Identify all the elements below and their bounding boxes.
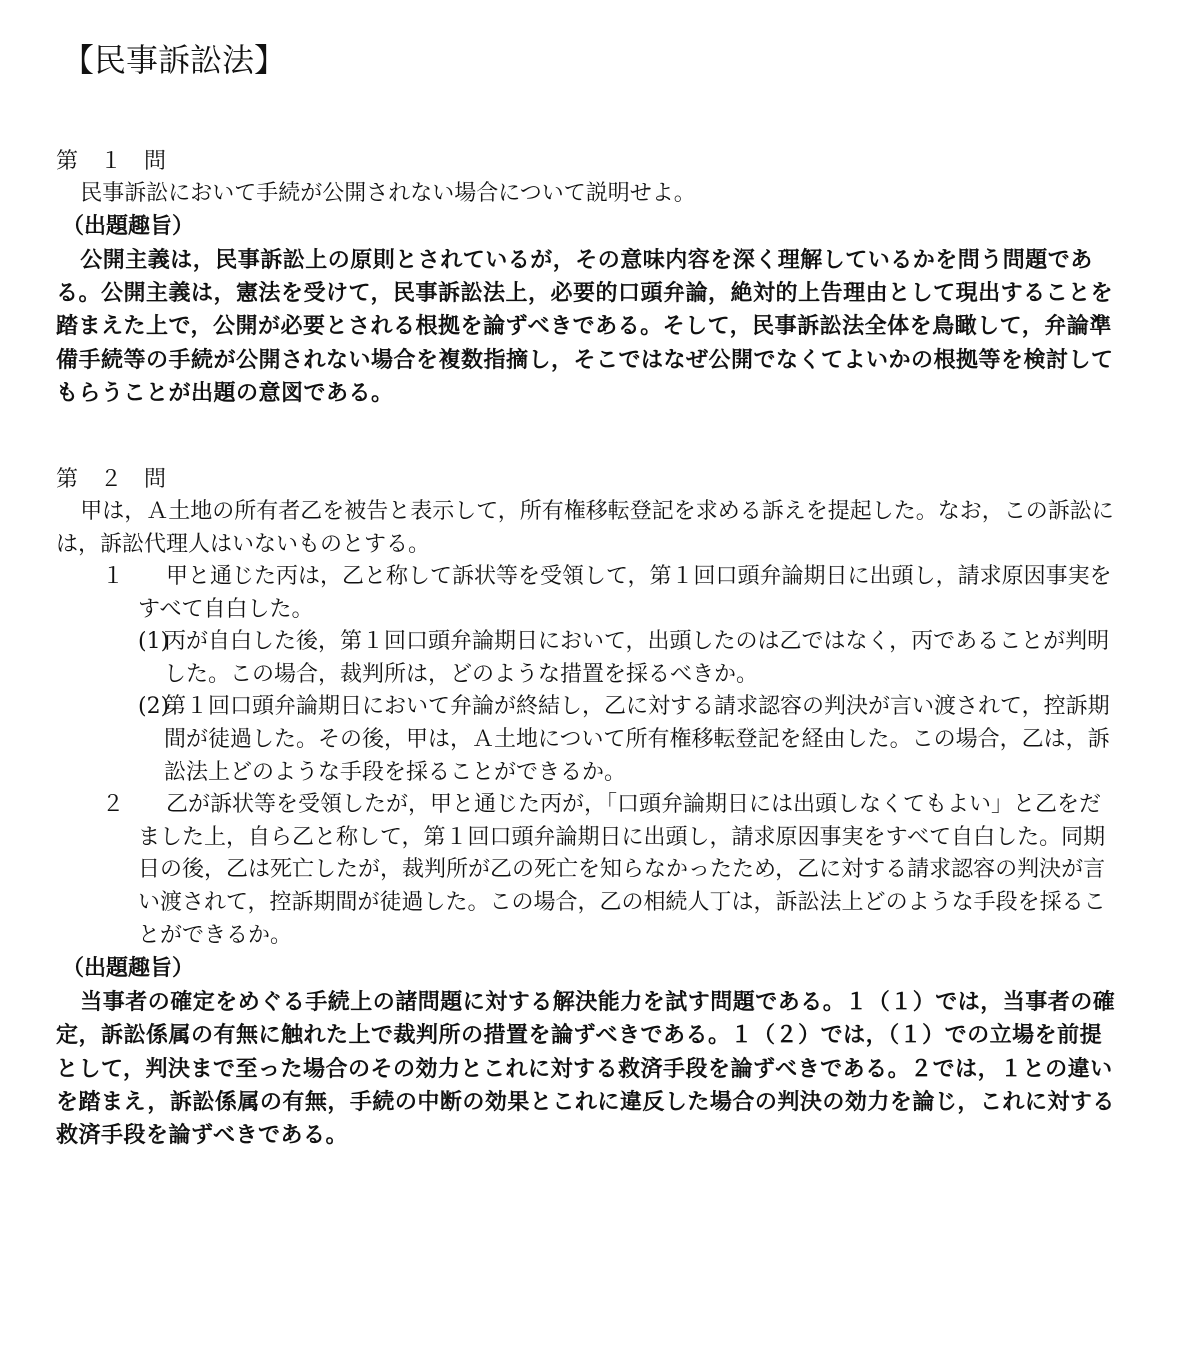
question-1-text: 民事訴訟において手続が公開されない場合について説明せよ。: [80, 181, 696, 206]
sub-item-text: 第１回口頭弁論期日において弁論が終結し，乙に対する請求認容の判決が言い渡されて，控訴期間が徒過した。その後，甲は，Ａ土地について所有権移転登記を経由した。この場合，乙は，訴訟法上どのような手段を採ることができるか。: [164, 694, 1110, 785]
question-2-item-2: [56, 789, 1120, 952]
question-1-heading: 第 １ 問: [56, 149, 167, 174]
question-2-aim-heading: （出題趣旨）: [62, 956, 195, 982]
question-2-intro: 甲は，Ａ土地の所有者乙を被告と表示して，所有権移転登記を求める訴えを提起した。なお，この訴訟には，訴訟代理人はいないものとする。: [56, 499, 1114, 558]
question-1: [56, 146, 1120, 410]
document-page: [56, 40, 1120, 1152]
question-1-aim-heading: （出題趣旨）: [62, 214, 195, 239]
section-gap: [56, 410, 1120, 464]
question-1-aim-text: 公開主義は，民事訴訟上の原則とされているが，その意味内容を深く理解しているかを問う問題である。公開主義は，憲法を受けて，民事訴訟法上，必要的口頭弁論，絶対的上告理由として現出することを踏まえた上で，公開が必要とされる根拠を論ずべきである。そして，民事訴訟法全体を鳥瞰して，弁論準備手続等の手続が公開されない場合を複数指摘し，そこではなぜ公開でなくてよいかの根拠等を検討してもらうことが出題の意図である。: [56, 248, 1114, 406]
question-2-aim-text: 当事者の確定をめぐる手続上の諸問題に対する解決能力を試す問題である。１（１）では，当事者の確定，訴訟係属の有無に触れた上で裁判所の措置を論ずべきである。１（２）では，（１）での立場を前提として，判決まで至った場合のその効力とこれに対する救済手段を論ずべきである。２では，１との違いを踏まえ，訴訟係属の有無，手続の中断の効果とこれに違反した場合の判決の効力を論じ，これに対する救済手段を論ずべきである。: [56, 990, 1116, 1148]
item-text: 甲と通じた丙は，乙と称して訴状等を受領して，第１回口頭弁論期日に出頭し，請求原因事実をすべて自白した。: [138, 564, 1112, 622]
question-2-item-1-sub-2: [56, 691, 1120, 789]
document-title: 【民事訴訟法】: [62, 41, 287, 79]
question-2-heading: 第 ２ 問: [56, 467, 167, 493]
sub-item-number: (1): [138, 629, 170, 655]
question-2-item-1: [56, 561, 1120, 626]
item-number: １: [102, 564, 125, 590]
sub-item-text: 丙が自白した後，第１回口頭弁論期日において，出頭したのは乙ではなく，丙であることが判明した。この場合，裁判所は，どのような措置を採るべきか。: [164, 629, 1110, 687]
sub-item-number: (2): [138, 694, 170, 720]
item-text: 乙が訴状等を受領したが，甲と通じた丙が，「口頭弁論期日には出頭しなくてもよい」と乙をだました上，自ら乙と称して，第１回口頭弁論期日に出頭し，請求原因事実をすべて自白した。同期日の後，乙は死亡したが，裁判所が乙の死亡を知らなかったため，乙に対する請求認容の判決が言い渡されて，控訴期間が徒過した。この場合，乙の相続人丁は，訴訟法上どのような手段を採ることができるか。: [138, 792, 1106, 948]
item-number: ２: [102, 792, 125, 818]
question-2-item-1-sub-1: [56, 626, 1120, 691]
question-2: [56, 464, 1120, 1152]
